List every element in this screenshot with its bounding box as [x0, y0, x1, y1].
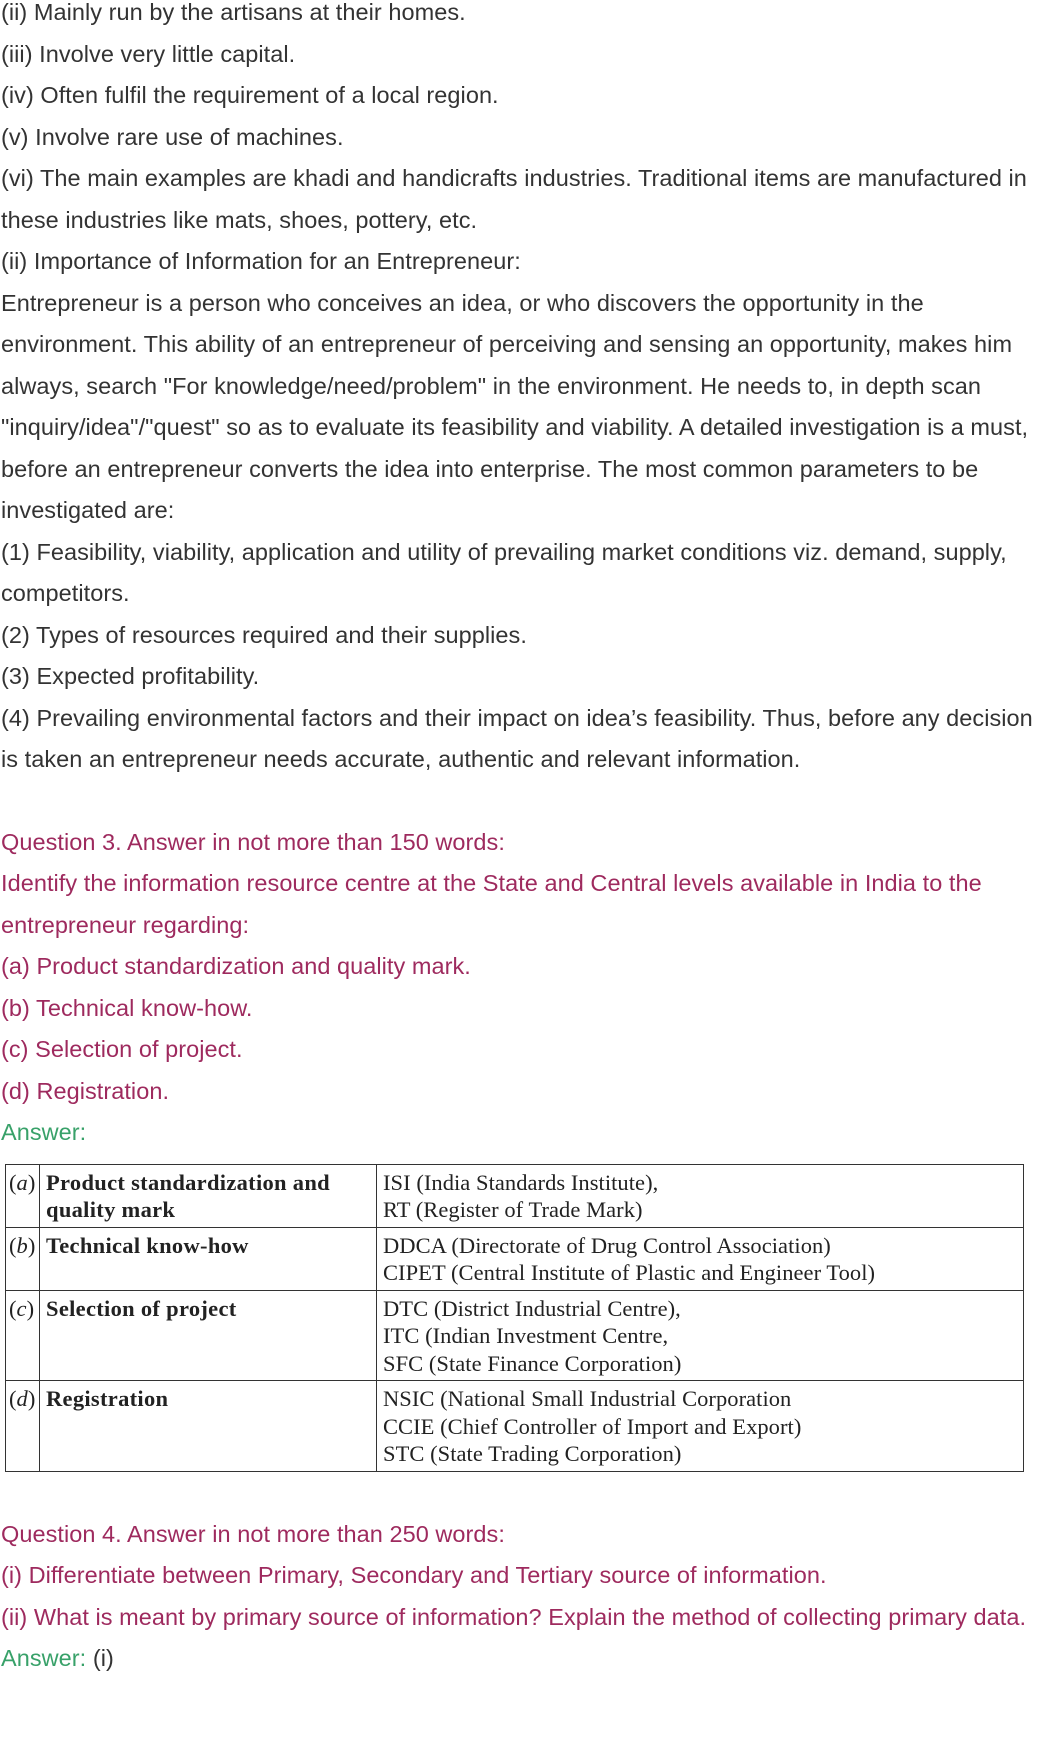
- parameter-item: (2) Types of resources required and their supplies.: [1, 621, 527, 648]
- question-3-item: (c) Selection of project.: [1, 1036, 243, 1062]
- parameter-item: (4) Prevailing environmental factors and their impact on idea’s feasibility. Thus, before any decision is taken an entrepreneur needs accurate, authentic and relevant information.: [1, 704, 1033, 772]
- centre-line: NSIC (National Small Industrial Corporation: [383, 1386, 792, 1411]
- question-4-item: (ii) What is meant by primary source of information? Explain the method of collecting primary data.: [1, 1603, 1027, 1630]
- table-row: [6, 1381, 1024, 1472]
- centre-line: RT (Register of Trade Mark): [383, 1197, 643, 1222]
- parameter-item: (1) Feasibility, viability, application and utility of prevailing market conditions viz. demand, supply, competitors.: [1, 538, 1007, 606]
- question-3-item: (a) Product standardization and quality mark.: [1, 953, 471, 979]
- question-4-answer: [1, 1638, 1051, 1680]
- row-centres: [377, 1227, 1024, 1290]
- row-letter: (c): [6, 1290, 40, 1381]
- question-4-answer-label: Answer:: [1, 1645, 87, 1671]
- row-centres: [377, 1164, 1024, 1227]
- question-3-item: (b) Technical know-how.: [1, 994, 253, 1021]
- question-3-title: Question 3. Answer in not more than 150 words:: [1, 828, 505, 855]
- resource-centre-table: [5, 1164, 1024, 1472]
- row-centres: [377, 1290, 1024, 1381]
- centre-line: ISI (India Standards Institute),: [383, 1169, 659, 1195]
- centre-line: STC (State Trading Corporation): [383, 1441, 682, 1466]
- parameter-item: (3) Expected profitability.: [1, 663, 260, 689]
- question-3-prompt: Identify the information resource centre at the State and Central levels available in India to the entrepreneur regarding:: [1, 870, 982, 938]
- row-letter: (d): [6, 1381, 40, 1472]
- centre-line: ITC (Indian Investment Centre,: [383, 1323, 669, 1348]
- row-topic: Registration: [40, 1381, 377, 1472]
- centre-line: DTC (District Industrial Centre),: [383, 1295, 681, 1321]
- centre-line: SFC (State Finance Corporation): [383, 1350, 682, 1376]
- row-topic: Product standardization and quality mark: [40, 1164, 377, 1227]
- intro-point: (ii) Mainly run by the artisans at their homes.: [1, 0, 466, 25]
- info-paragraph: Entrepreneur is a person who conceives an idea, or who discovers the opportunity in the environment. This ability of an entrepreneur of perceiving and sensing an opportunity, makes him always, search "For knowledge/need/problem" in the environment. He needs to, in depth scan "inquiry/idea"/"quest" so as to evaluate its feasibility and viability. A detailed investigation is a must, before an entrepreneur converts the idea into enterprise. The most common parameters to be investigated are:: [1, 289, 1029, 523]
- row-centres: [377, 1381, 1024, 1472]
- centre-line: DDCA (Directorate of Drug Control Association): [383, 1232, 831, 1258]
- table-row: [6, 1227, 1024, 1290]
- question-3-item: (d) Registration.: [1, 1077, 170, 1104]
- row-letter: (b): [6, 1227, 40, 1290]
- table-row: [6, 1290, 1024, 1381]
- question-3-answer-label: Answer:: [1, 1119, 87, 1145]
- row-letter: (a): [6, 1164, 40, 1227]
- table-row: [6, 1164, 1024, 1227]
- intro-point: (v) Involve rare use of machines.: [1, 123, 344, 150]
- row-topic: Selection of project: [40, 1290, 377, 1381]
- question-4-answer-start: (i): [86, 1645, 114, 1671]
- intro-point: (iv) Often fulfil the requirement of a local region.: [1, 82, 499, 108]
- info-heading: (ii) Importance of Information for an Entrepreneur:: [1, 248, 521, 274]
- intro-point: (iii) Involve very little capital.: [1, 40, 296, 67]
- intro-point: (vi) The main examples are khadi and handicrafts industries. Traditional items are manufactured in these industries like mats, shoes, pottery, etc.: [1, 165, 1027, 233]
- question-4-item: (i) Differentiate between Primary, Secondary and Tertiary source of information.: [1, 1562, 827, 1588]
- question-4-title: Question 4. Answer in not more than 250 words:: [1, 1520, 505, 1547]
- centre-line: CCIE (Chief Controller of Import and Export): [383, 1413, 802, 1439]
- centre-line: CIPET (Central Institute of Plastic and Engineer Tool): [383, 1260, 876, 1285]
- row-topic: Technical know-how: [40, 1227, 377, 1290]
